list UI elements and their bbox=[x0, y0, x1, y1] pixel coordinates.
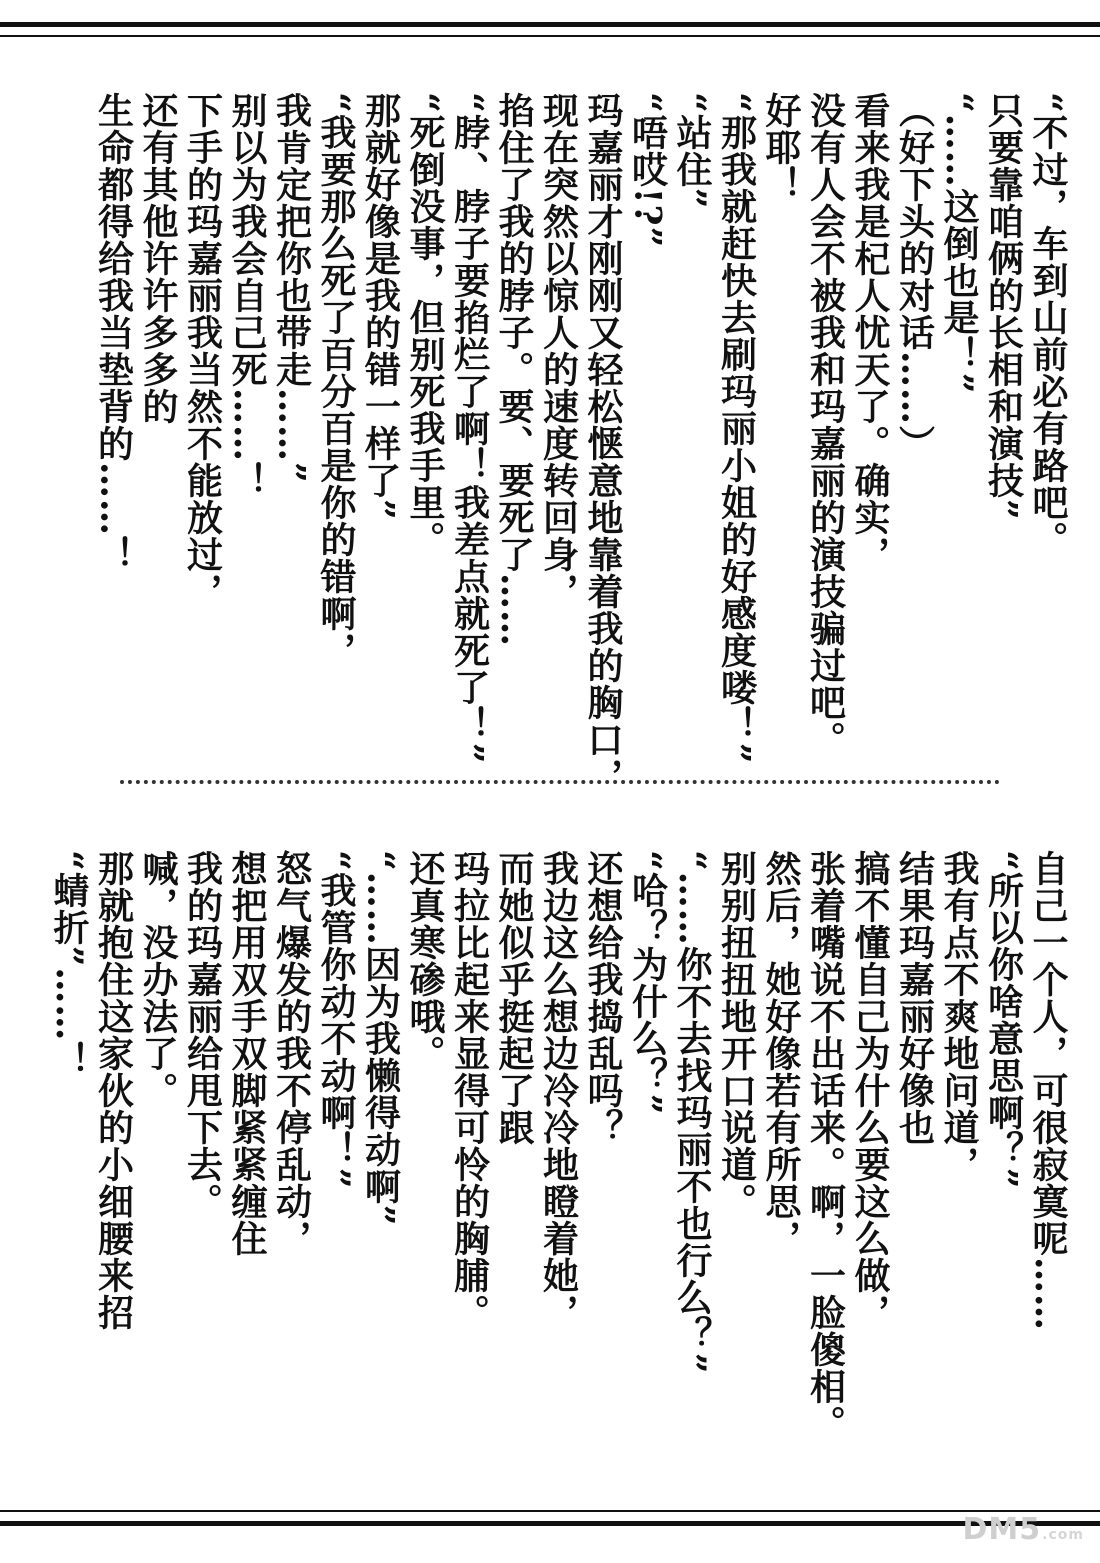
text-column: “所以你啥意思啊？” bbox=[982, 850, 1025, 1190]
text-column: “脖、脖子要掐烂了啊！我差点就死了！” bbox=[448, 92, 491, 765]
text-column: 那就好像是我的错一样了” bbox=[359, 92, 402, 521]
watermark-logo bbox=[963, 1512, 1084, 1547]
text-column: 掐住了我的脖子。要、要死了…… bbox=[493, 92, 535, 647]
text-column: 我的玛嘉丽给甩下去。 bbox=[181, 850, 224, 1220]
upper-text-block bbox=[91, 92, 1070, 795]
text-column: “站住” bbox=[671, 92, 713, 210]
text-column: “我管你动不动啊！” bbox=[315, 850, 357, 1190]
text-column: 还想给我捣乱吗？ bbox=[582, 850, 624, 1146]
text-column: 而她似乎挺起了跟 bbox=[493, 850, 535, 1146]
text-column: 玛嘉丽才刚刚又轻松惬意地靠着我的胸口， bbox=[582, 92, 624, 795]
text-column: 生命都得给我当垫背的……！ bbox=[92, 92, 135, 573]
watermark-domain: .com bbox=[1042, 1527, 1084, 1543]
text-column: 还真寒碜哦。 bbox=[404, 850, 446, 1072]
text-column: 我肯定把你也带走……” bbox=[270, 92, 313, 484]
text-column: “死倒没事，但别死我手里。 bbox=[404, 92, 446, 558]
text-column: 别以为我会自己死……！ bbox=[226, 92, 268, 499]
text-column: 看来我是杞人忧天了。确实， bbox=[849, 92, 891, 573]
text-column: “唔哎!?” bbox=[626, 92, 669, 249]
text-column: “那我就赶快去刷玛丽小姐的好感度喽！” bbox=[715, 92, 758, 765]
top-border-thick bbox=[0, 22, 1100, 27]
text-column: 搞不懂自己为什么要这么做， bbox=[849, 850, 891, 1331]
text-column: 想把用双手双脚紧紧缠住 bbox=[226, 850, 268, 1257]
text-column: 现在突然以惊人的速度转回身， bbox=[537, 92, 580, 610]
text-column: 还有其他许许多多的 bbox=[137, 92, 179, 425]
text-column: 好耶！ bbox=[760, 92, 802, 203]
text-column: 没有人会不被我和玛嘉丽的演技骗过吧。 bbox=[804, 92, 847, 758]
text-column: 那就抱住这家伙的小细腰来招 bbox=[92, 850, 135, 1331]
text-column: 结果玛嘉丽好像也 bbox=[893, 850, 936, 1146]
text-column: “……因为我懒得动啊” bbox=[359, 850, 402, 1227]
text-column: “我要那么死了百分百是你的错啊， bbox=[315, 92, 357, 669]
text-column: “哈？为什么？” bbox=[626, 850, 669, 1116]
text-column: “……这倒也是！” bbox=[938, 92, 980, 395]
text-column: 玛拉比起来显得可怜的胸脯。 bbox=[448, 850, 491, 1331]
bottom-border-thick bbox=[0, 1521, 1100, 1526]
text-column: 喊，没办法了。 bbox=[137, 850, 179, 1109]
text-column: “……你不去找玛丽不也行么？” bbox=[671, 850, 713, 1375]
text-column: 自己一个人，可很寂寞呢…… bbox=[1027, 850, 1069, 1331]
text-column: 别别扭扭地开口说道。 bbox=[715, 850, 758, 1220]
text-column: “蜻折”……！ bbox=[48, 850, 90, 1079]
text-column: 下手的玛嘉丽我当然不能放过， bbox=[181, 92, 224, 610]
text-column: “不过，车到山前必有路吧。 bbox=[1027, 92, 1069, 558]
text-column: 怒气爆发的我不停乱动， bbox=[270, 850, 313, 1257]
bottom-border-thin bbox=[0, 1510, 1100, 1512]
text-column: 我有点不爽地问道， bbox=[938, 850, 980, 1183]
lower-text-block bbox=[47, 850, 1071, 1470]
text-column: 只要靠咱俩的长相和演技” bbox=[982, 92, 1025, 521]
top-border-thin bbox=[0, 35, 1100, 37]
text-column: 张着嘴说不出话来。啊，一脸傻相。 bbox=[804, 850, 847, 1442]
text-column: 然后，她好像若有所思， bbox=[760, 850, 802, 1257]
dotted-divider bbox=[120, 780, 1000, 784]
text-column: 我边这么想边冷冷地瞪着她， bbox=[537, 850, 580, 1331]
text-column: （好下头的对话……） bbox=[893, 92, 936, 462]
watermark-logo-text: DM5 bbox=[962, 1512, 1042, 1547]
